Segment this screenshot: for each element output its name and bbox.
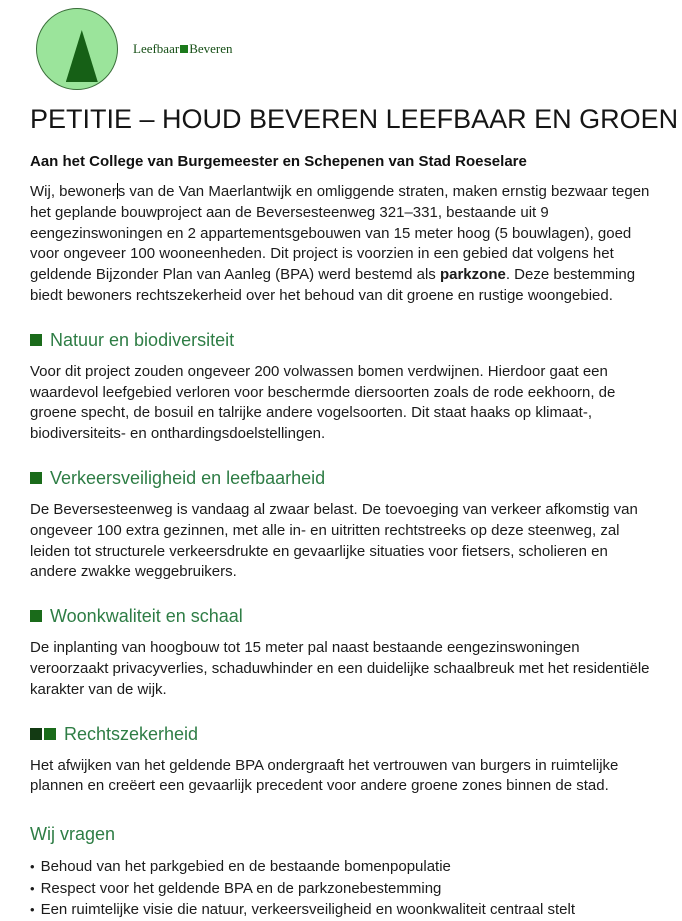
intro-before-caret: Wij, bewoner [30,183,117,200]
square-bullet-icon [44,728,56,740]
square-bullet-dark-icon [30,728,42,740]
section-body: De inplanting van hoogbouw tot 15 meter pal naast bestaande eengezinswoningen veroorzaakt privacyverlies, schaduwhinder en een duidelijke schaalbreuk met het residentiële karakter van de wijk. [30,639,650,698]
section-body: De Beversesteenweg is vandaag al zwaar belast. De toevoeging van verkeer afkomstig van ongeveer 100 extra gezinnen, met alle in- en uitritten rechtstreeks op deze steenweg, zal leiden tot structurele verkeersdrukte en gevaarlijke situaties voor fietsers, scholieren en andere zwakke weggebruikers. [30,500,638,581]
logo-circle [36,8,118,90]
section-body: Het afwijken van het geldende BPA ondergraaft het vertrouwen van burgers in ruimtelijke plannen en creëert een gevaarlijk precedent voor andere groene zones binnen de stad. [30,756,619,795]
section-wij-vragen [30,824,654,921]
list-item [30,899,654,921]
intro-after-caret: s van de Van Maerlantwijk en omliggende straten, maken ernstig bezwaar tegen het geplande bouwproject aan de Beversesteenweg 321–331, bestaande uit 9 eengezinswoningen en 2 appartementsgebouwen van 15 meter hoog (5 bouwlagen), goed voor ongeveer 100 wooneenheden. Dit project is voorzien in een gebied dat volgens het geldende Bijzonder Plan van Aanleg (BPA) werd bestemd als [30,183,650,284]
section-heading-label: Natuur en biodiversiteit [50,329,235,350]
section-heading-label: Verkeersveiligheid en leefbaarheid [50,467,326,488]
section-heading-label: Woonkwaliteit en schaal [50,606,243,627]
section-heading-label: Rechtszekerheid [64,723,199,744]
demands-heading: Wij vragen [30,824,116,845]
list-item [30,856,654,878]
square-bullet-icon [30,472,42,484]
section-body: Voor dit project zouden ongeveer 200 volwassen bomen verdwijnen. Hierdoor gaat een waardevol leefgebied verloren voor beschermde diersoorten zoals de rode eekhoorn, de groene specht, de bosuil en talrijke andere vogelsoorten. Dit staat haaks op klimaat-, biodiversiteits- en onthardingsdoelstellingen. [30,362,616,443]
section-heading [30,724,654,744]
section-heading [30,330,654,350]
intro-paragraph [30,182,654,307]
section-heading [30,468,654,488]
list-item-text: Behoud van het parkgebied en de bestaande bomenpopulatie [40,858,451,876]
section-woonkwaliteit [30,606,654,700]
bullet-dot-icon: • [30,880,35,896]
parkzone-bold: parkzone [439,266,506,284]
bullet-dot-icon: • [30,902,35,918]
section-rechtszekerheid [30,724,654,798]
demands-list [30,856,654,921]
square-bullet-icon [30,610,42,622]
brand-right: Beveren [189,41,233,56]
list-item-text: Respect voor het geldende BPA en de parkzonebestemming [40,879,442,897]
brand-text [133,41,233,57]
intro-after-bold: . Deze bestemming biedt bewoners rechtszekerheid over het behoud van dit groene en rustige woongebied. [30,266,636,304]
page-title: PETITIE – HOUD BEVEREN LEEFBAAR EN GROEN [30,104,679,134]
bullet-dot-icon: • [30,859,35,875]
tree-icon [66,30,98,82]
logo [36,6,654,92]
brand-left: Leefbaar [133,41,180,56]
section-natuur [30,330,654,445]
brand-square-icon [180,45,188,53]
addressee-line: Aan het College van Burgemeester en Schepenen van Stad Roeselare [30,153,527,170]
section-heading [30,606,654,626]
list-item-text: Een ruimtelijke visie die natuur, verkeersveiligheid en woonkwaliteit centraal stelt [40,901,575,919]
square-bullet-icon [30,334,42,346]
section-verkeer [30,468,654,583]
list-item [30,878,654,900]
